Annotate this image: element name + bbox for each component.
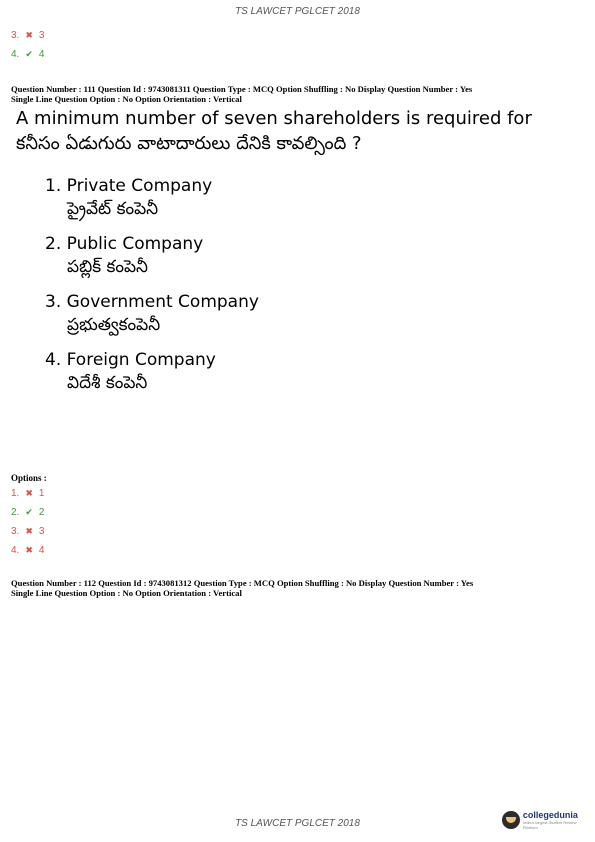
choice-text-te: పబ్లిక్ కంపెనీ	[67, 257, 148, 277]
choice-item	[45, 233, 525, 279]
option-number: 4.	[11, 49, 20, 60]
question-111-text	[16, 106, 576, 156]
option-row	[11, 45, 44, 64]
cross-icon: ✖	[25, 30, 33, 40]
meta-line-1: Question Number : 111 Question Id : 9743081311 Question Type : MCQ Option Shuffling : No Display Question Number : Yes	[11, 84, 473, 94]
choice-text-te: విదేశీ కంపెనీ	[67, 373, 148, 393]
option-row	[11, 541, 44, 560]
option-number: 1.	[11, 488, 20, 499]
option-number: 3.	[11, 526, 20, 537]
option-number: 2.	[11, 507, 20, 518]
choice-item	[45, 349, 525, 395]
option-label: 3	[38, 30, 45, 41]
logo-text: collegedunia	[522, 810, 578, 820]
option-label: 4	[38, 49, 45, 60]
mascot-icon	[502, 811, 520, 829]
option-row	[11, 522, 44, 541]
option-row	[11, 484, 44, 503]
option-label: 3	[38, 526, 45, 537]
option-label: 2	[38, 507, 45, 518]
cross-icon: ✖	[25, 526, 33, 536]
option-row	[11, 503, 44, 522]
page-footer: TS LAWCET PGLCET 2018	[235, 818, 360, 829]
question-text-en: A minimum number of seven shareholders is required for	[16, 108, 532, 129]
option-number: 3.	[11, 30, 20, 41]
cross-icon: ✖	[25, 545, 33, 555]
question-111-options	[11, 484, 44, 560]
previous-options-list	[11, 26, 44, 64]
meta-line-2: Single Line Question Option : No Option Orientation : Vertical	[11, 588, 242, 598]
meta-line-1: Question Number : 112 Question Id : 9743081312 Question Type : MCQ Option Shuffling : No Display Question Number : Yes	[11, 578, 474, 588]
page-header: TS LAWCET PGLCET 2018	[235, 6, 360, 17]
choice-text-en: 4. Foreign Company	[45, 350, 216, 370]
choice-item	[45, 291, 525, 337]
question-111-meta	[11, 84, 581, 104]
question-text-te: కనీసం ఏడుగురు వాటాదారులు దేనికి కావల్సింది ?	[16, 133, 362, 154]
check-icon: ✔	[25, 49, 33, 59]
option-label: 4	[38, 545, 45, 556]
options-heading: Options :	[11, 473, 47, 483]
question-112-meta	[11, 578, 581, 598]
cross-icon: ✖	[25, 488, 33, 498]
option-number: 4.	[11, 545, 20, 556]
option-label: 1	[38, 488, 45, 499]
question-111-choices	[45, 175, 525, 407]
meta-line-2: Single Line Question Option : No Option Orientation : Vertical	[11, 94, 242, 104]
option-row	[11, 26, 44, 45]
choice-text-en: 2. Public Company	[45, 234, 204, 254]
choice-text-en: 3. Government Company	[45, 292, 259, 312]
check-icon: ✔	[25, 507, 33, 517]
choice-item	[45, 175, 525, 221]
logo-tagline: India's largest Student Review Platform	[522, 820, 577, 830]
choice-text-te: ప్రభుత్వకంపెనీ	[67, 315, 161, 335]
choice-text-en: 1. Private Company	[45, 176, 213, 196]
choice-text-te: ప్రైవేట్ కంపెనీ	[67, 199, 159, 219]
collegedunia-logo	[502, 807, 592, 833]
